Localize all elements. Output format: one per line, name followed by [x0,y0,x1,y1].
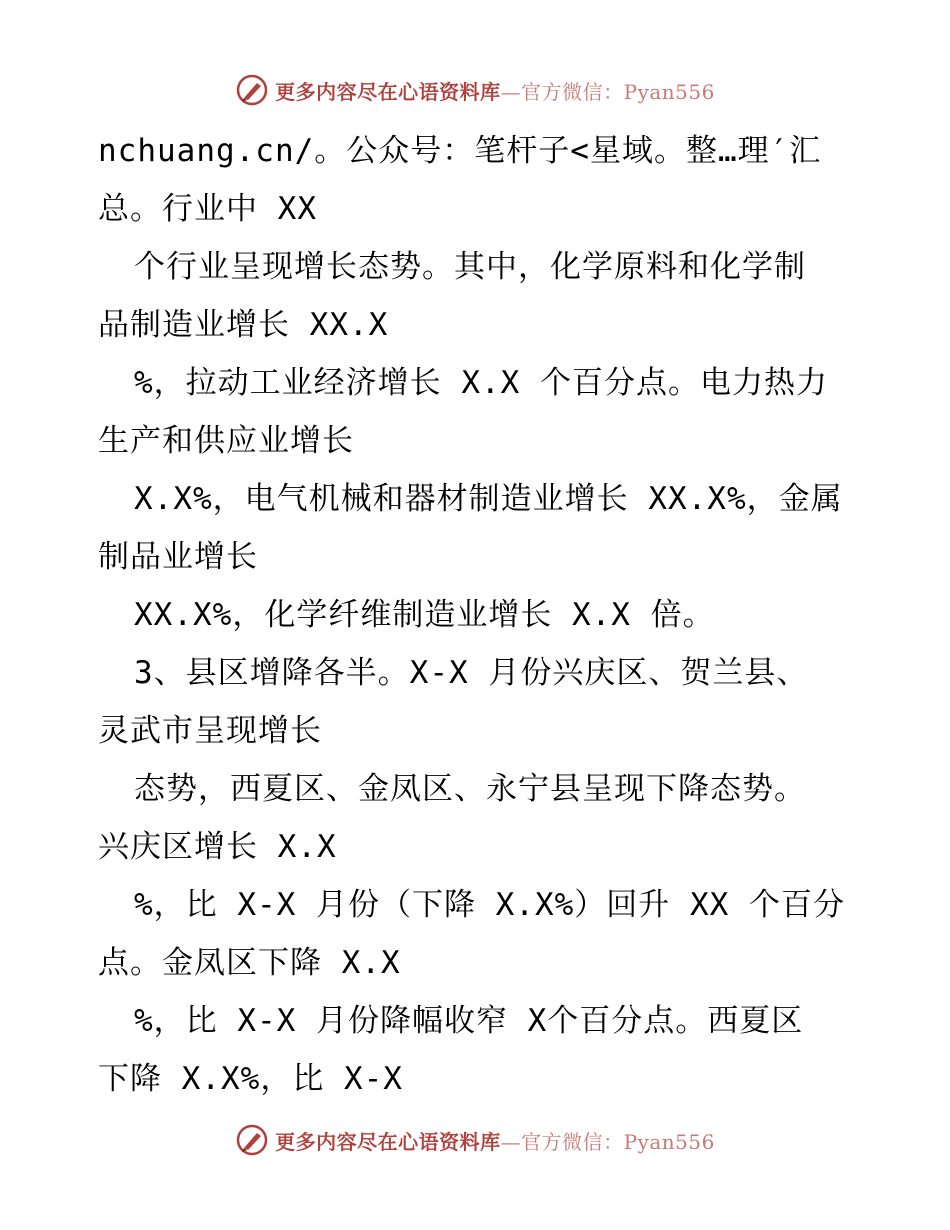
text-line: %，比 X-X 月份（下降 X.X%）回升 XX 个百分 [134,887,845,923]
text-line: %，拉动工业经济增长 X.X 个百分点。电力热力 [134,365,828,401]
text-line: 制品业增长 [98,539,258,575]
text-line: 个行业呈现增长态势。其中，化学原料和化学制 [134,249,806,285]
header-banner [0,70,950,110]
text-line: %，比 X-X 月份降幅收窄 X个百分点。西夏区 [134,1003,804,1039]
text-line: nchuang.cn/。公众号：笔杆子<星域。整…理′汇 [98,133,822,169]
text-line: 生产和供应业增长 [98,423,354,459]
text-line: XX.X%，化学纤维制造业增长 X.X 倍。 [134,597,715,633]
text-line: 3、县区增降各半。X-X 月份兴庆区、贺兰县、 [134,655,809,691]
text-line: X.X%，电气机械和器材制造业增长 XX.X%，金属 [134,481,843,517]
banner-text: 更多内容尽在心语资料库—官方微信：Pyan556 [275,1129,715,1154]
text-line: 品制造业增长 XX.X [98,307,389,343]
document-body [98,122,858,1108]
pen-logo-icon [235,73,269,107]
pen-logo-icon [235,1123,269,1157]
text-line: 兴庆区增长 X.X [98,829,337,865]
banner-text: 更多内容尽在心语资料库—官方微信：Pyan556 [275,79,715,104]
footer-banner [0,1120,950,1160]
text-line: 点。金凤区下降 X.X [98,945,401,981]
text-line: 态势，西夏区、金凤区、永宁县呈现下降态势。 [134,771,806,807]
text-line: 下降 X.X%，比 X-X [98,1061,403,1097]
text-line: 灵武市呈现增长 [98,713,322,749]
text-line: 总。行业中 XX [98,191,317,227]
